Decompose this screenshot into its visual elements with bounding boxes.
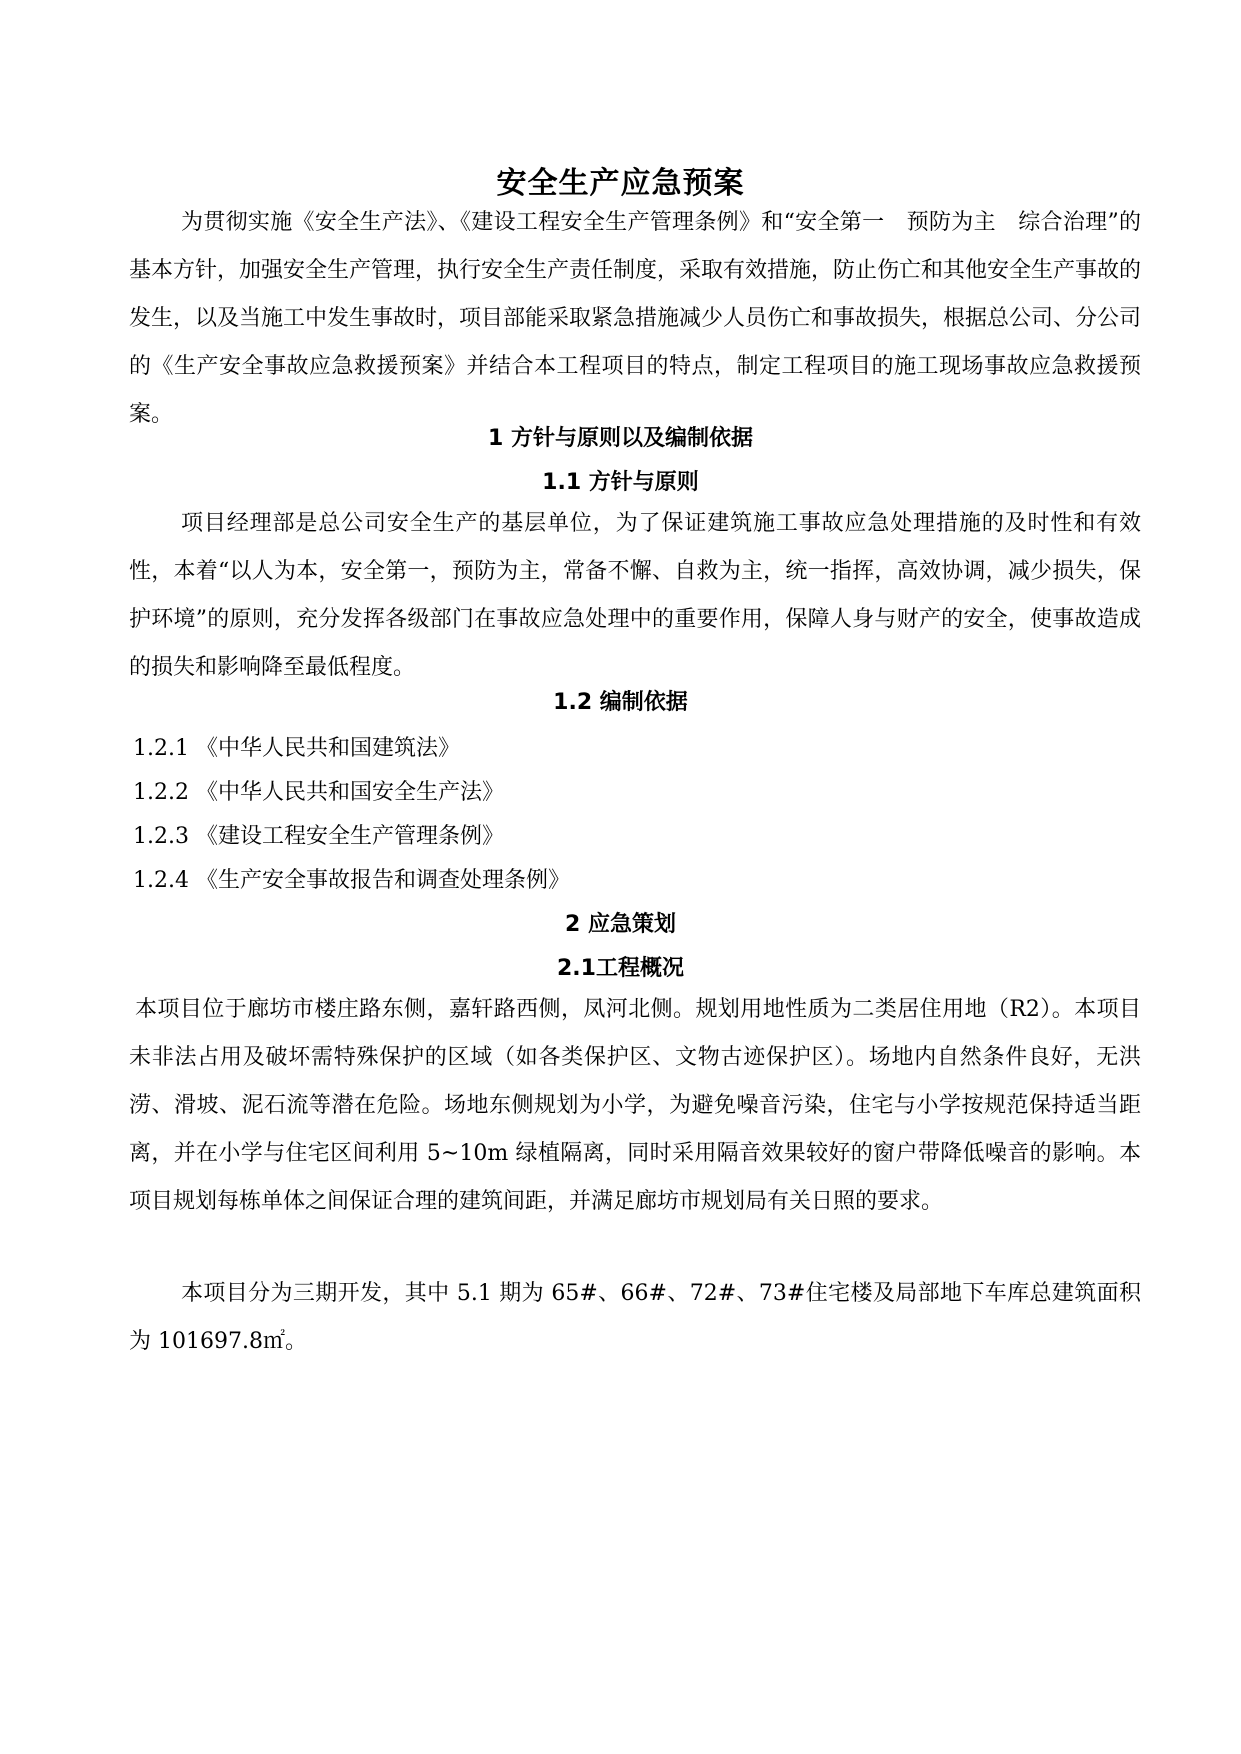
section-1-2-heading: 1.2 编制依据	[553, 690, 688, 715]
section-1-1-heading: 1.1 方针与原则	[542, 470, 699, 495]
section-2-1-paragraph-2: 本项目分为三期开发，其中 5.1 期为 65#、66#、72#、73#住宅楼及局部地下车库总建筑面积为 101697.8㎡。	[129, 1281, 1141, 1354]
section-1-heading: 1 方针与原则以及编制依据	[488, 426, 753, 451]
reference-item-4: 1.2.4 《生产安全事故报告和调查处理条例》	[133, 868, 570, 893]
reference-item-1: 1.2.1 《中华人民共和国建筑法》	[133, 736, 460, 761]
section-2-1-paragraph-1: 本项目位于廊坊市楼庄路东侧，嘉轩路西侧，凤河北侧。规划用地性质为二类居住用地（R2）。本项目未非法占用及破坏需特殊保护的区域（如各类保护区、文物古迹保护区）。场地内自然条件良好，无洪涝、滑坡、泥石流等潜在危险。场地东侧规划为小学，为避免噪音污染，住宅与小学按规范保持适当距离，并在小学与住宅区间利用 5~10m 绿植隔离，同时采用隔音效果较好的窗户带降低噪音的影响。本项目规划每栋单体之间保证合理的建筑间距，并满足廊坊市规划局有关日照的要求。	[129, 997, 1141, 1214]
document-title: 安全生产应急预案	[496, 166, 745, 201]
section-1-1-paragraph: 项目经理部是总公司安全生产的基层单位，为了保证建筑施工事故应急处理措施的及时性和有效性，本着“以人为本，安全第一，预防为主，常备不懈、自救为主，统一指挥，高效协调，减少损失，保护环境”的原则，充分发挥各级部门在事故应急处理中的重要作用，保障人身与财产的安全，使事故造成的损失和影响降至最低程度。	[129, 511, 1141, 680]
section-2-1-heading: 2.1工程概况	[557, 956, 684, 981]
intro-paragraph: 为贯彻实施《安全生产法》、《建设工程安全生产管理条例》和“安全第一 预防为主 综合治理”的基本方针，加强安全生产管理，执行安全生产责任制度，采取有效措施，防止伤亡和其他安全生产事故的发生，以及当施工中发生事故时，项目部能采取紧急措施减少人员伤亡和事故损失，根据总公司、分公司的《生产安全事故应急救援预案》并结合本工程项目的特点，制定工程项目的施工现场事故应急救援预案。	[129, 210, 1142, 427]
reference-item-2: 1.2.2 《中华人民共和国安全生产法》	[133, 780, 504, 805]
section-2-heading: 2 应急策划	[565, 912, 676, 937]
reference-item-3: 1.2.3 《建设工程安全生产管理条例》	[133, 824, 504, 849]
